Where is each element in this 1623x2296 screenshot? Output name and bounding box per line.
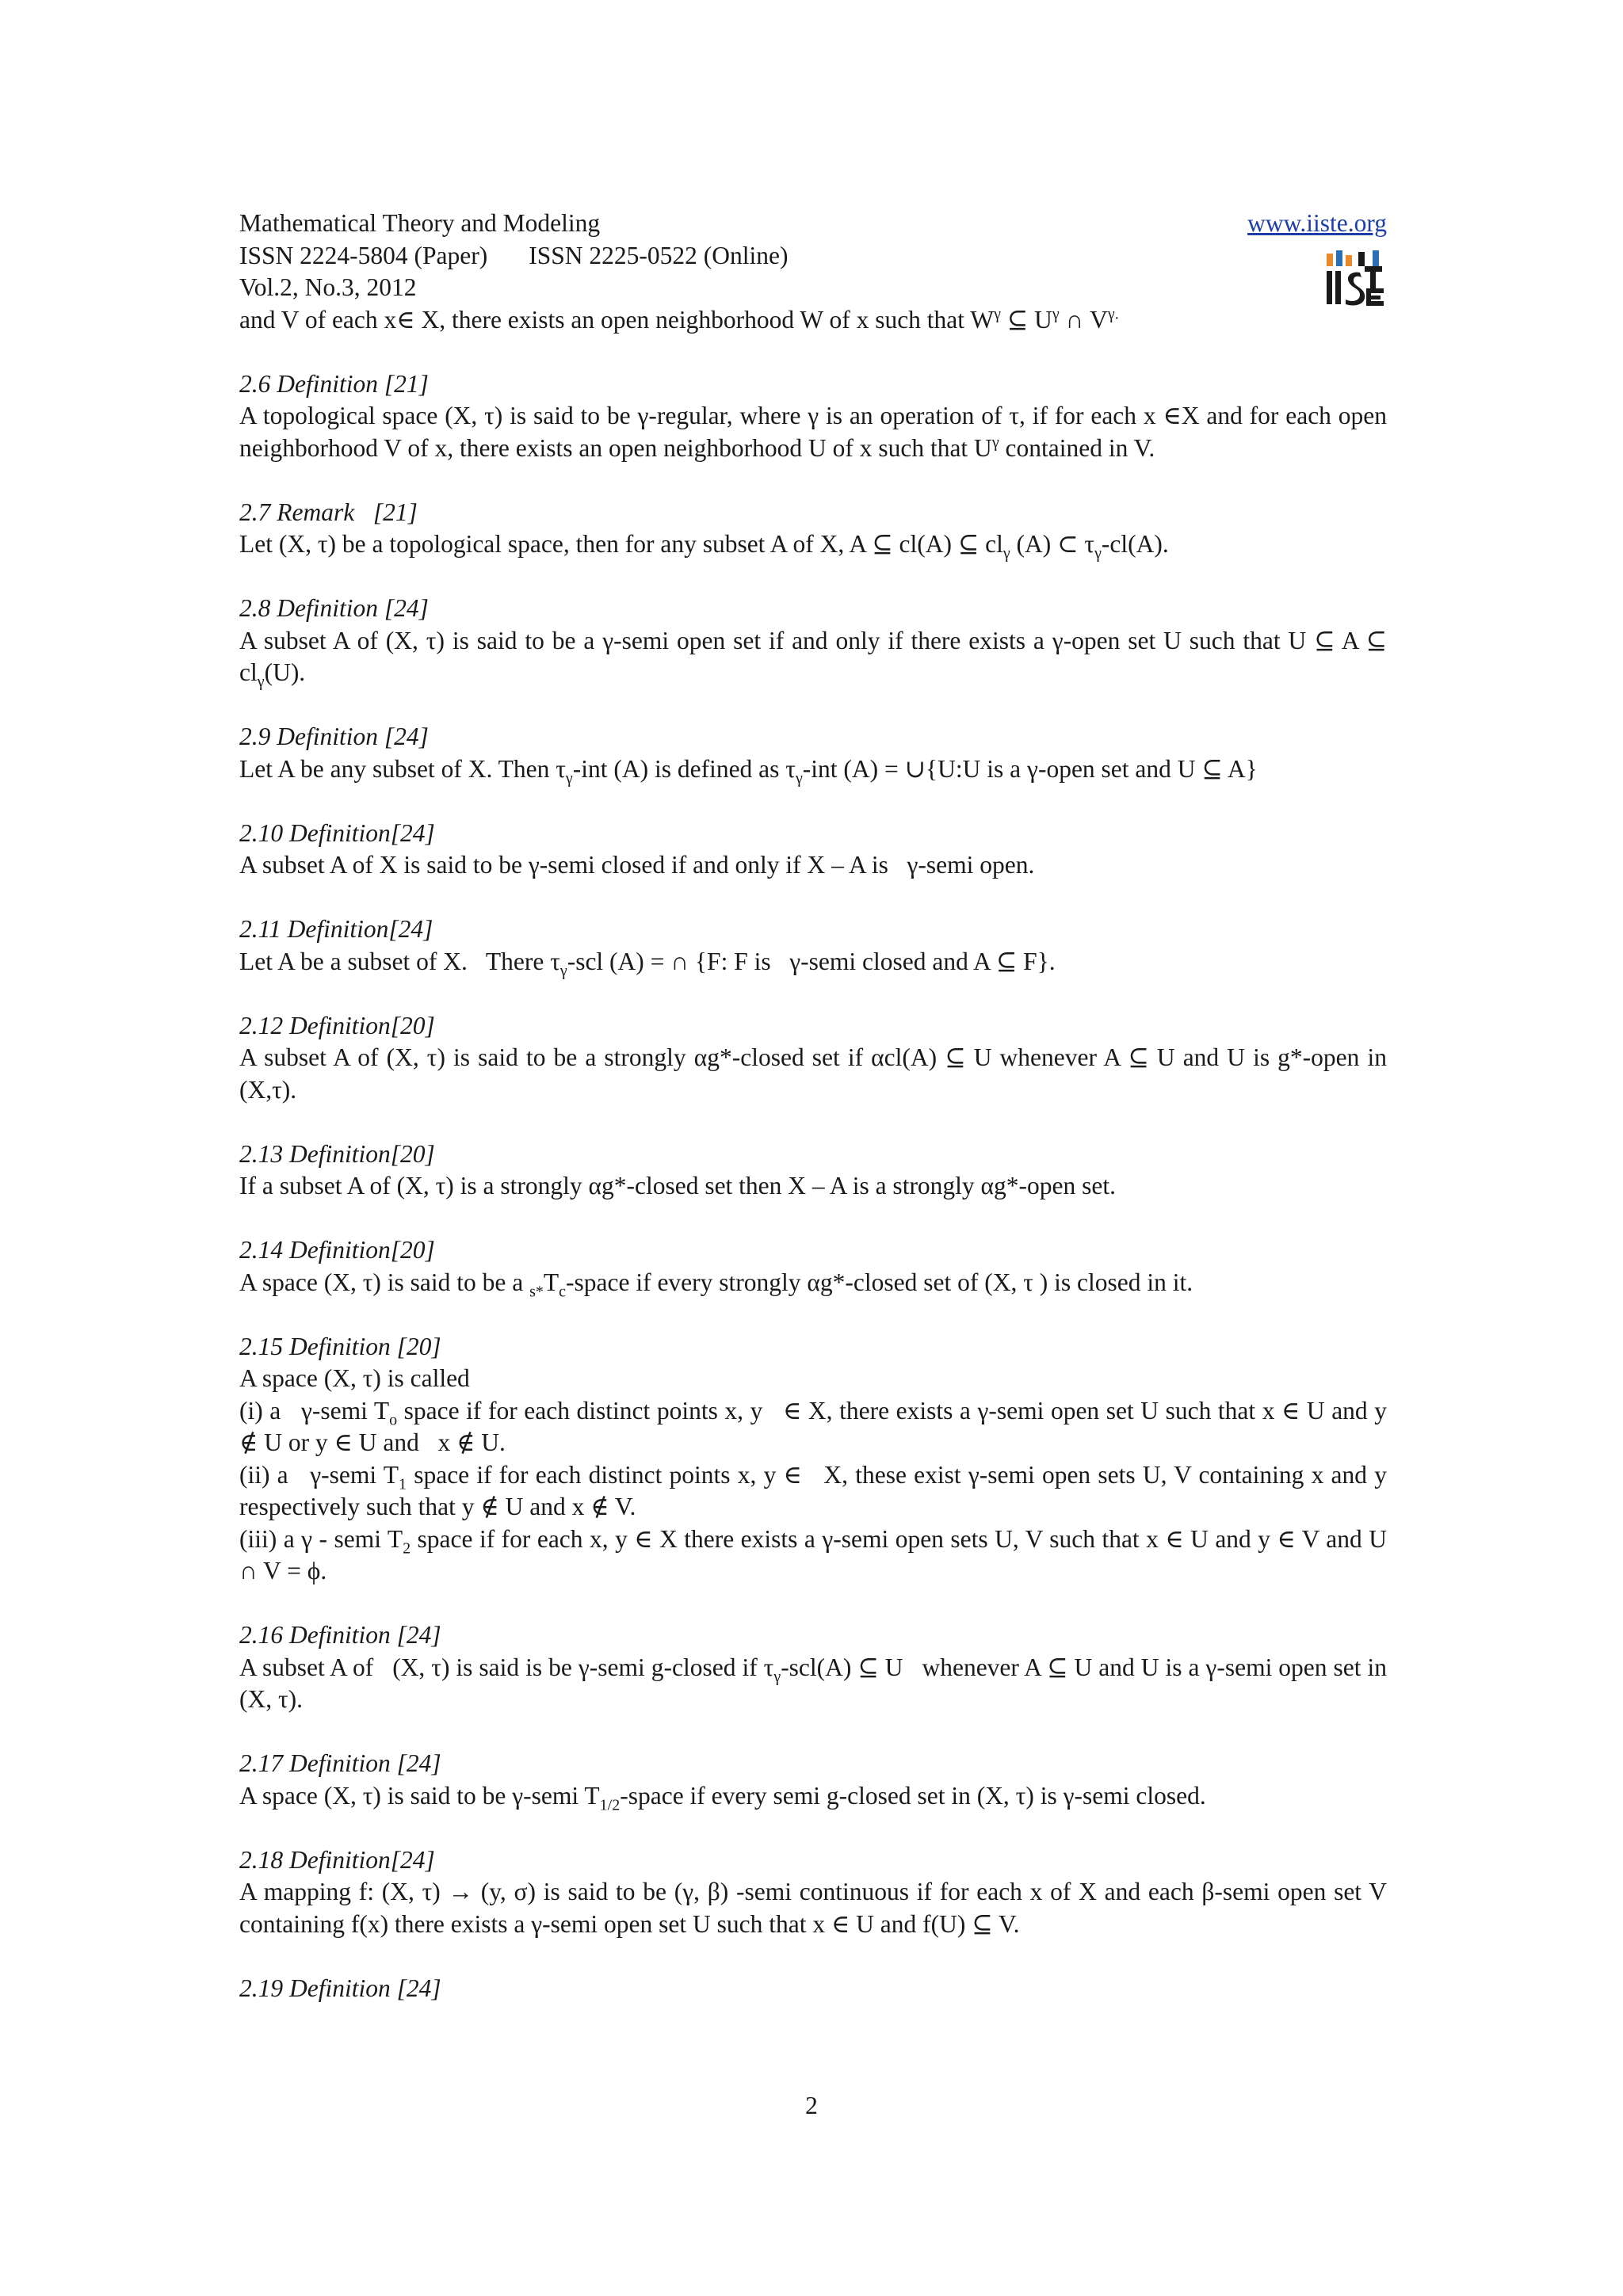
section-title: 2.16 Definition [24] xyxy=(239,1621,441,1649)
section-title: 2.12 Definition[20] xyxy=(239,1011,435,1039)
issn-line xyxy=(239,240,1387,273)
iiste-logo-icon xyxy=(1323,249,1387,312)
section-2-13 xyxy=(239,1138,1387,1203)
section-2-6 xyxy=(239,368,1387,465)
section-title: 2.13 Definition[20] xyxy=(239,1139,435,1168)
section-text: A subset A of (X, τ) is said to be a strongly αg*-closed set if αcl(A) ⊆ U whenever A ⊆ U and U is g*-open in (X,τ). xyxy=(239,1043,1387,1104)
section-2-15 xyxy=(239,1331,1393,1588)
journal-url-link[interactable]: www.iiste.org xyxy=(1247,209,1387,237)
section-text: A subset A of (X, τ) is said to be a γ-semi open set if and only if there exists a γ-open set U such that U ⊆ A ⊆ $cl_\gamma(U)$. xyxy=(239,626,1387,691)
section-title: 2.10 Definition[24] xyxy=(239,818,435,847)
page-number: 2 xyxy=(805,2092,818,2119)
section-2-8 xyxy=(239,593,1387,689)
section-text: A mapping f: (X, τ) → (y, σ) is said to be (γ, β) -semi continuous if for each x of X and each β-semi open set V containing f(x) there exists a γ-semi open set U such that x ∈ U and f(U) ⊆ V. xyxy=(239,1878,1387,1938)
section-text: A subset A of (X, τ) is said is be γ-semi g-closed if $\tau_\gamma-scl(A)$ ⊆ U whenever A ⊆ U and U is a γ-semi open set in (X, τ). xyxy=(239,1653,1393,1713)
section-2-18 xyxy=(239,1844,1387,1941)
section-2-10 xyxy=(239,818,1387,882)
section-title: 2.9 Definition [24] xyxy=(239,723,429,750)
section-2-17 xyxy=(239,1748,1387,1812)
section-title: 2.18 Definition[24] xyxy=(239,1845,435,1874)
section-2-11 xyxy=(239,913,1387,978)
section-intro: A space (X, τ) is called xyxy=(239,1364,470,1392)
page-content xyxy=(239,208,1393,2004)
section-text: Let A be a subset of X. There $\tau_\gamma$-scl (A) = ∩ {F: F is γ-semi closed and A ⊆ F}. xyxy=(239,947,1056,979)
item-iii: (iii) a γ - semi $T_2$ space if for each x, y ∈ X there exists a γ-semi open sets U, V such that x ∈ U and y ∈ V and U ∩ V = ϕ. xyxy=(239,1524,1387,1585)
issn-online: ISSN 2225-0522 (Online) xyxy=(529,241,789,269)
item-i: (i) a γ-semi $T_o$ space if for each distinct points x, y ∈ X, there exists a γ-semi open set U such that x ∈ U and y ∉ U or y ∈ U and x ∉ U. xyxy=(239,1396,1393,1456)
section-2-16 xyxy=(239,1619,1393,1716)
section-text: A subset A of X is said to be γ-semi closed if and only if X – A is γ-semi open. xyxy=(239,851,1035,879)
section-2-19 xyxy=(239,1973,1387,2005)
section-title: 2.14 Definition[20] xyxy=(239,1236,435,1264)
section-2-7 xyxy=(239,497,1387,561)
section-2-9 xyxy=(239,721,1387,785)
section-title: 2.7 Remark [21] xyxy=(239,498,418,526)
issn-paper: ISSN 2224-5804 (Paper) xyxy=(239,241,488,269)
section-text: A topological space (X, τ) is said to be γ-regular, where γ is an operation of τ, if for each x ∈X and for each open neighborhood V of x, there exists an open neighborhood U of x such that $U^\gamma$ contained in V. xyxy=(239,402,1387,462)
section-title: 2.8 Definition [24] xyxy=(239,594,429,622)
section-text: Let A be any subset of X. Then $\tau_\gamma$-int (A) is defined as $\tau_\gamma$-int (A) = ∪{U:U is a γ-open set and U ⊆ A} xyxy=(239,754,1258,787)
section-title: 2.15 Definition [20] xyxy=(239,1332,441,1360)
section-text: A space (X, τ) is said to be γ-semi $T_{1/2}$-space if every semi g-closed set in (X, τ) is γ-semi closed. xyxy=(239,1781,1206,1814)
section-text: Let (X, τ) be a topological space, then for any subset A of X, A ⊆ cl(A) ⊆ $cl_\gamma$ (A) ⊂ $\tau_\gamma-cl(A)$. xyxy=(239,530,1169,563)
section-title: 2.6 Definition [21] xyxy=(239,369,429,398)
section-text: If a subset A of (X, τ) is a strongly αg*-closed set then X – A is a strongly αg*-open set. xyxy=(239,1172,1117,1199)
intro-paragraph: and V of each x∈ X, there exists an open neighborhood W of x such that $W^\gamma$ ⊆ $U^\gamma$ ∩ $V^{\gamma.}$ xyxy=(239,305,1119,334)
section-text: A space (X, τ) is said to be a $_{s*}T_c$-space if every strongly αg*-closed set of (X, τ ) is closed in it. xyxy=(239,1268,1193,1300)
section-2-12 xyxy=(239,1010,1387,1107)
journal-title: Mathematical Theory and Modeling xyxy=(239,209,601,237)
item-ii: (ii) a γ-semi $T_1$ space if for each distinct points x, y ∈ X, these exist γ-semi open sets U, V containing x and y respectively such that y ∉ U and x ∉ V. xyxy=(239,1460,1393,1520)
section-title: 2.11 Definition[24] xyxy=(239,915,433,943)
section-2-14 xyxy=(239,1234,1387,1299)
section-title: 2.17 Definition [24] xyxy=(239,1749,441,1777)
volume-line: Vol.2, No.3, 2012 xyxy=(239,273,417,301)
section-title: 2.19 Definition [24] xyxy=(239,1974,441,2002)
header xyxy=(239,208,1387,304)
